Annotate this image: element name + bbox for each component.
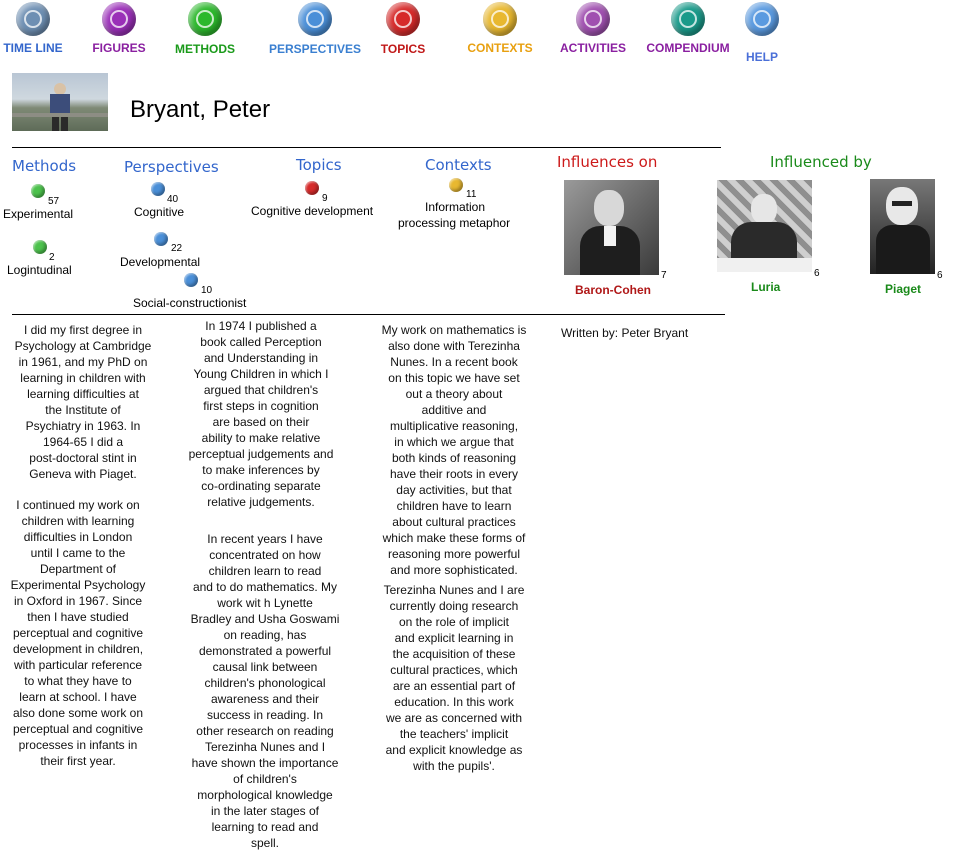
bio-line: learning difficulties at bbox=[27, 387, 139, 401]
topics-item-cognitive-development[interactable]: Cognitive development bbox=[251, 204, 374, 218]
timeline-icon[interactable] bbox=[16, 2, 50, 36]
methods-item-logintudinal[interactable]: Logintudinal bbox=[7, 263, 72, 277]
bio-line: 1964-65 I did a bbox=[42, 435, 124, 449]
bio-line: argued that children's bbox=[203, 383, 319, 397]
piaget-count: 6 bbox=[937, 270, 943, 281]
bio-line: and explicit learning in bbox=[394, 631, 514, 645]
bio-col1-paragraph1 bbox=[4, 322, 162, 482]
perspectives-item-social-constructionist[interactable]: Social-constructionist bbox=[133, 296, 247, 310]
bio-line: have their roots in every bbox=[389, 467, 519, 481]
bio-line: perceptual and cognitive bbox=[12, 626, 144, 640]
bio-line: on this topic we have set bbox=[388, 371, 520, 385]
person-name: Bryant, Peter bbox=[130, 96, 271, 123]
perspectives-icon[interactable] bbox=[298, 2, 332, 36]
bio-line: reasoning more powerful bbox=[387, 547, 521, 561]
bio-col2-paragraph1 bbox=[182, 318, 340, 510]
bio-line: are an essential part of bbox=[392, 679, 516, 693]
luria-count: 6 bbox=[814, 268, 820, 279]
bio-line: Experimental Psychology bbox=[10, 578, 146, 592]
nav-label[interactable]: ACTIVITIES bbox=[559, 41, 626, 55]
bio-line: Psychology at Cambridge bbox=[14, 339, 152, 353]
topics-heading: Topics bbox=[296, 156, 342, 174]
nav-label[interactable]: COMPENDIUM bbox=[646, 41, 730, 55]
bio-line: also done with Terezinha bbox=[388, 339, 520, 353]
perspectives-count-developmental: 22 bbox=[171, 243, 183, 254]
perspectives-heading: Perspectives bbox=[124, 158, 219, 176]
perspectives-count-social: 10 bbox=[201, 285, 213, 296]
bio-line: Terezinha Nunes and I bbox=[204, 740, 326, 754]
contexts-icon[interactable] bbox=[449, 178, 463, 192]
bio-line: children have to learn bbox=[396, 499, 512, 513]
bio-line: and explicit knowledge as bbox=[385, 743, 523, 757]
bio-line: difficulties in London bbox=[23, 530, 133, 544]
methods-heading: Methods bbox=[12, 157, 77, 175]
nav-label[interactable]: CONTEXTS bbox=[467, 41, 533, 55]
bio-line: on the role of implicit bbox=[398, 615, 510, 629]
bio-line: which make these forms of bbox=[382, 531, 526, 545]
bio-line: with particular reference bbox=[13, 658, 143, 672]
contexts-heading: Contexts bbox=[425, 156, 492, 174]
bio-line: causal link between bbox=[212, 660, 318, 674]
luria-photo[interactable] bbox=[717, 180, 812, 272]
bio-line: multiplicative reasoning, bbox=[389, 419, 519, 433]
bio-col1-paragraph2 bbox=[2, 497, 154, 769]
bio-line: Young Children in which I bbox=[193, 367, 329, 381]
contexts-count: 11 bbox=[466, 189, 477, 200]
bio-line: both kinds of reasoning bbox=[391, 451, 517, 465]
bio-line: cultural practices, which bbox=[390, 663, 518, 677]
bio-line: currently doing research bbox=[389, 599, 519, 613]
bio-line: children learn to read bbox=[208, 564, 322, 578]
methods-count-logintudinal: 2 bbox=[49, 252, 55, 263]
bio-line: In recent years I have bbox=[207, 532, 323, 546]
bio-line: relative judgements. bbox=[207, 495, 315, 509]
perspectives-item-cognitive[interactable]: Cognitive bbox=[134, 205, 185, 219]
methods-icon[interactable] bbox=[31, 184, 45, 198]
contexts-item-line2[interactable]: processing metaphor bbox=[398, 216, 511, 230]
bio-line: out a theory about bbox=[405, 387, 503, 401]
piaget-link[interactable]: Piaget bbox=[885, 282, 922, 296]
perspectives-item-developmental[interactable]: Developmental bbox=[120, 255, 201, 269]
bio-line: post-doctoral stint in bbox=[29, 451, 137, 465]
bio-line: in Oxford in 1967. Since bbox=[13, 594, 143, 608]
baron-cohen-link[interactable]: Baron-Cohen bbox=[575, 283, 651, 297]
bio-line: with the pupils'. bbox=[413, 759, 495, 773]
bio-col2-paragraph2 bbox=[182, 531, 348, 851]
bio-line: of children's bbox=[233, 772, 297, 786]
bio-line: to make inferences by bbox=[202, 463, 320, 477]
divider-top bbox=[12, 147, 721, 148]
bio-line: we are as concerned with bbox=[385, 711, 523, 725]
bio-line: in which we argue that bbox=[394, 435, 514, 449]
nav-label[interactable]: PERSPECTIVES bbox=[268, 42, 362, 56]
bio-line: to what they have to bbox=[24, 674, 132, 688]
figures-icon[interactable] bbox=[102, 2, 136, 36]
bio-line: other research on reading bbox=[196, 724, 334, 738]
bio-line: processes in infants in bbox=[18, 738, 138, 752]
bio-line: in 1961, and my PhD on bbox=[18, 355, 148, 369]
topics-icon[interactable] bbox=[386, 2, 420, 36]
bio-line: children's phonological bbox=[204, 676, 326, 690]
perspectives-icon[interactable] bbox=[184, 273, 198, 287]
written-by: Written by: Peter Bryant bbox=[561, 326, 689, 340]
bio-col3-paragraph2 bbox=[376, 582, 532, 774]
nav-label[interactable]: TOPICS bbox=[380, 42, 426, 56]
help-icon[interactable] bbox=[745, 2, 779, 36]
bio-line: co-ordinating separate bbox=[201, 479, 321, 493]
bio-line: demonstrated a powerful bbox=[198, 644, 332, 658]
bio-line: learn at school. I have bbox=[19, 690, 137, 704]
bio-line: I did my first degree in bbox=[23, 323, 143, 337]
bio-line: on reading, has bbox=[223, 628, 307, 642]
bio-line: are based on their bbox=[212, 415, 310, 429]
bio-line: ability to make relative bbox=[201, 431, 321, 445]
bio-line: and more sophisticated. bbox=[390, 563, 518, 577]
perspectives-count-cognitive: 40 bbox=[167, 194, 179, 205]
bio-line: until I came to the bbox=[30, 546, 126, 560]
bio-line: and Understanding in bbox=[203, 351, 319, 365]
bio-line: Terezinha Nunes and I are bbox=[383, 583, 525, 597]
perspectives-icon[interactable] bbox=[151, 182, 165, 196]
divider-middle bbox=[12, 314, 725, 315]
bio-line: education. In this work bbox=[394, 695, 514, 709]
topics-count: 9 bbox=[322, 193, 328, 204]
activities-icon[interactable] bbox=[576, 2, 610, 36]
bio-line: spell. bbox=[250, 836, 279, 850]
nav-label[interactable]: FIGURES bbox=[92, 41, 146, 55]
bio-line: have shown the importance bbox=[191, 756, 339, 770]
methods-item-experimental[interactable]: Experimental bbox=[3, 207, 74, 221]
bio-line: perceptual judgements and bbox=[188, 447, 334, 461]
bio-line: Bradley and Usha Goswami bbox=[190, 612, 340, 626]
bio-line: concentrated on how bbox=[209, 548, 321, 562]
bio-line: also done some work on bbox=[12, 706, 144, 720]
nav-label[interactable]: HELP bbox=[745, 50, 778, 64]
bio-line: the acquisition of these bbox=[392, 647, 516, 661]
influences-on-heading: Influences on bbox=[557, 153, 658, 171]
profile-photo bbox=[12, 73, 108, 131]
compendium-icon[interactable] bbox=[671, 2, 705, 36]
bio-line: first steps in cognition bbox=[203, 399, 319, 413]
bio-line: the Institute of bbox=[45, 403, 121, 417]
piaget-photo[interactable] bbox=[870, 179, 935, 274]
nav-label[interactable]: METHODS bbox=[175, 42, 235, 56]
bio-line: Department of bbox=[39, 562, 117, 576]
bio-line: success in reading. In bbox=[206, 708, 324, 722]
bio-line: learning in children with bbox=[20, 371, 146, 385]
bio-line: children with learning bbox=[21, 514, 135, 528]
luria-link[interactable]: Luria bbox=[751, 280, 781, 294]
bio-line: in the later stages of bbox=[210, 804, 320, 818]
bio-line: awareness and their bbox=[210, 692, 320, 706]
bio-line: In 1974 I published a bbox=[205, 319, 317, 333]
bio-line: day activities, but that bbox=[396, 483, 512, 497]
bio-line: then I have studied bbox=[27, 610, 129, 624]
bio-line: and to do mathematics. My bbox=[192, 580, 338, 594]
baron-cohen-photo[interactable] bbox=[564, 180, 659, 275]
bio-line: development in children, bbox=[12, 642, 144, 656]
methods-count-experimental: 57 bbox=[48, 196, 60, 207]
bio-line: Psychiatry in 1963. In bbox=[25, 419, 141, 433]
nav-help[interactable] bbox=[702, 0, 822, 64]
nav-label[interactable]: TIME LINE bbox=[3, 41, 63, 55]
nav-methods[interactable] bbox=[145, 0, 265, 56]
bio-line: additive and bbox=[421, 403, 487, 417]
contexts-icon[interactable] bbox=[483, 2, 517, 36]
bio-col3-paragraph1 bbox=[376, 322, 532, 578]
topics-icon[interactable] bbox=[305, 181, 319, 195]
bio-line: their first year. bbox=[40, 754, 116, 768]
influenced-by-heading: Influenced by bbox=[770, 153, 872, 171]
bio-line: My work on mathematics is bbox=[381, 323, 527, 337]
bio-line: perceptual and cognitive bbox=[12, 722, 144, 736]
bio-line: Nunes. In a recent book bbox=[390, 355, 518, 369]
bio-line: book called Perception bbox=[200, 335, 322, 349]
contexts-item-line1[interactable]: Information bbox=[425, 200, 486, 214]
perspectives-icon[interactable] bbox=[154, 232, 168, 246]
bio-line: I continued my work on bbox=[16, 498, 140, 512]
methods-icon[interactable] bbox=[188, 2, 222, 36]
bio-line: Geneva with Piaget. bbox=[29, 467, 137, 481]
bio-line: morphological knowledge bbox=[197, 788, 333, 802]
methods-icon[interactable] bbox=[33, 240, 47, 254]
bio-line: learning to read and bbox=[211, 820, 319, 834]
bio-line: about cultural practices bbox=[392, 515, 516, 529]
baron-cohen-count: 7 bbox=[661, 270, 667, 281]
bio-line: work wit h Lynette bbox=[217, 596, 313, 610]
bio-line: the teachers' implicit bbox=[399, 727, 509, 741]
